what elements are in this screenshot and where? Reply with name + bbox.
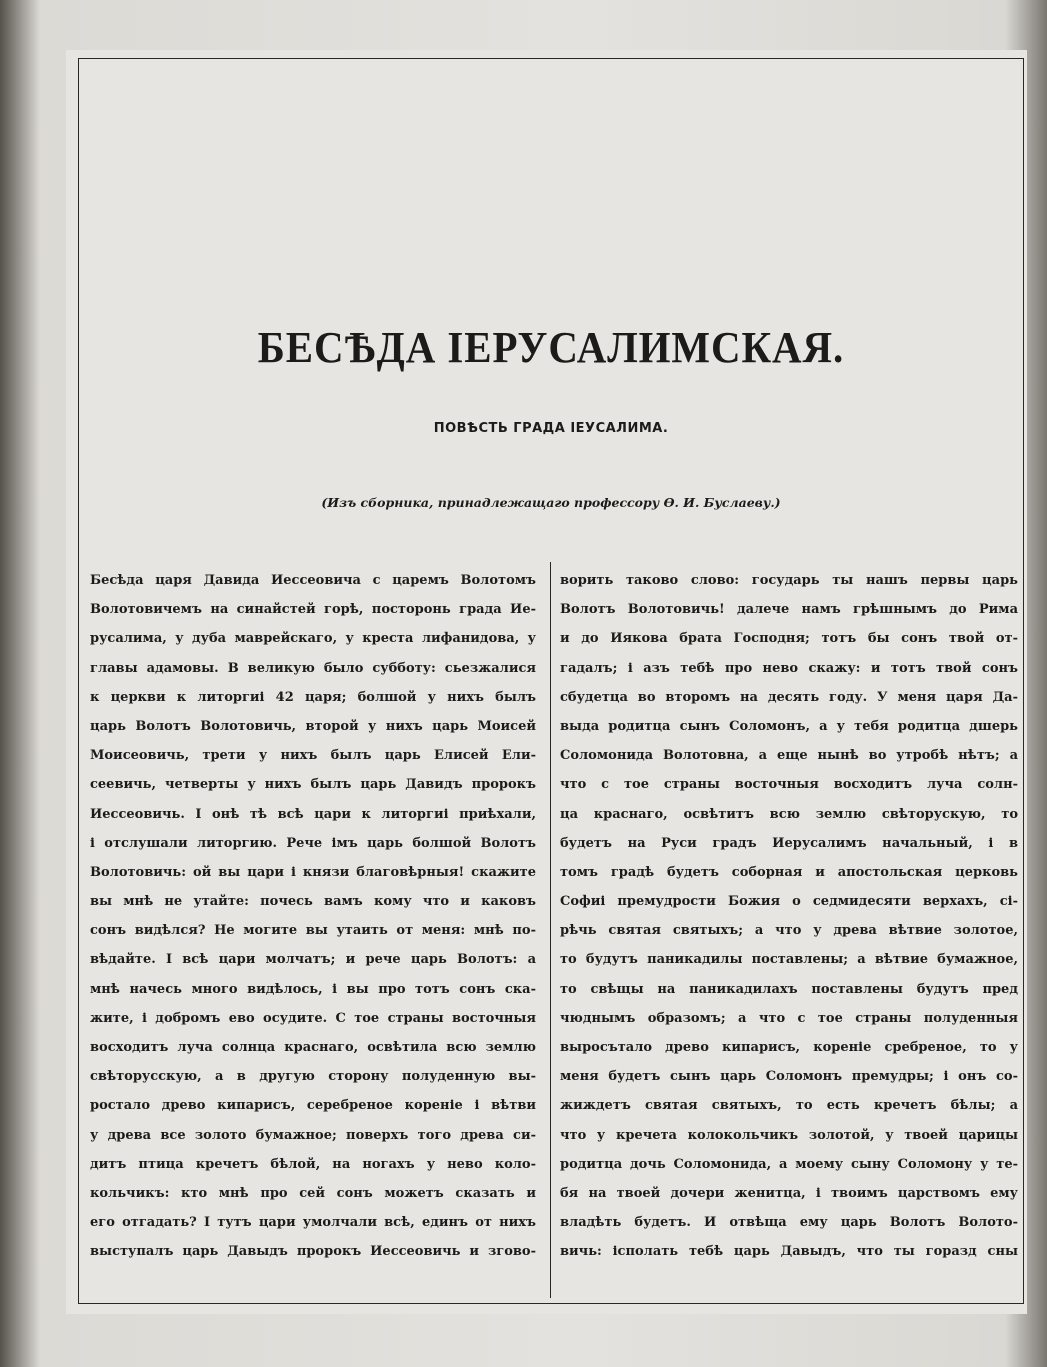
text-line: вѣдайте. І всѣ цари молчатъ; и рече царь Волотъ: а bbox=[90, 952, 536, 968]
text-line: царь Волотъ Волотовичь, второй у нихъ царь Моисей bbox=[90, 718, 536, 734]
text-line: Волотовичь: ой вы цари і князи благовѣрныя! скажите bbox=[90, 864, 536, 880]
text-line: восходитъ луча солнца краснаго, освѣтила всю землю bbox=[90, 1040, 536, 1055]
text-line: его отгадать? І тутъ цари умолчали всѣ, единъ от нихъ bbox=[90, 1215, 536, 1231]
text-line: выросътало древо кипарисъ, кореніе сребреное, то у bbox=[560, 1040, 1018, 1055]
text-line: Волотовичемъ на синайстей горѣ, посторонь града Ие- bbox=[90, 602, 536, 618]
text-column-right bbox=[560, 566, 1018, 1267]
text-line: выступалъ царь Давыдъ пророкъ Иессеовичь и згово- bbox=[90, 1244, 536, 1260]
text-line: Соломонида Волотовна, а еще нынѣ во утробѣ нѣтъ; а bbox=[560, 748, 1018, 764]
text-line: рѣчь святая святыхъ; а что у древа вѣтвие золотое, bbox=[560, 923, 1018, 939]
text-line: выда родитца сынъ Соломонъ, а у тебя родитца дшерь bbox=[560, 718, 1018, 734]
text-line: бя на твоей дочери женитца, і твоимъ царствомъ ему bbox=[560, 1185, 1018, 1201]
text-line: Моисеовичь, трети у нихъ былъ царь Елисей Ели- bbox=[90, 748, 536, 764]
text-line: вичь: ісполать тебѣ царь Давыдъ, что ты горазд сны bbox=[560, 1244, 1018, 1260]
text-line: Волотъ Волотовичь! далече намъ грѣшнымъ до Рима bbox=[560, 602, 1018, 618]
source-note: (Изъ сборника, принадлежащаго профессору Ѳ. И. Буслаеву.) bbox=[321, 495, 781, 510]
text-line: что с тое страны восточныя восходитъ луча солн- bbox=[560, 777, 1018, 793]
text-line: Бесѣда царя Давида Иессеовича с царемъ Волотомъ bbox=[90, 573, 536, 588]
text-line: вы мнѣ не утайте: почесь вамъ кому что и каковъ bbox=[90, 894, 536, 910]
text-line: свѣторусскую, а в другую сторону полуденную вы- bbox=[90, 1069, 536, 1085]
text-line: ростало древо кипарисъ, серебреное кореніе і вѣтви bbox=[90, 1098, 536, 1114]
text-line: главы адамовы. В великую было субботу: сьезжалися bbox=[90, 660, 536, 676]
text-line: сеевичь, четверты у нихъ былъ царь Давидъ пророкъ bbox=[90, 777, 536, 793]
text-column-left bbox=[90, 566, 536, 1267]
text-line: дитъ птица кречетъ бѣлой, на ногахъ у нево коло- bbox=[90, 1156, 536, 1172]
text-line: кольчикъ: кто мнѣ про сей сонъ можетъ сказать и bbox=[90, 1185, 536, 1201]
text-line: родитца дочь Соломонида, а моему сыну Соломону у те- bbox=[560, 1156, 1018, 1172]
text-line: томъ градѣ будетъ соборная и апостольская церковь bbox=[560, 864, 1018, 880]
text-line: мнѣ начесь много видѣлось, і вы про тотъ сонъ ска- bbox=[90, 981, 536, 997]
text-line: владѣть будетъ. И отвѣща ему царь Волотъ Волото- bbox=[560, 1215, 1018, 1231]
text-line: у древа все золото бумажное; поверхъ того древа си- bbox=[90, 1127, 536, 1143]
text-line: что у кречета колокольчикъ золотой, у твоей царицы bbox=[560, 1127, 1018, 1143]
text-line: жите, і добромъ ево осудите. С тое страны восточныя bbox=[90, 1010, 536, 1026]
text-line: ца краснаго, освѣтитъ всю землю свѣторускую, то bbox=[560, 806, 1018, 822]
text-line: Софиі премудрости Божия о седмидесяти верхахъ, сі- bbox=[560, 894, 1018, 910]
text-line: будетъ на Руси градъ Иерусалимъ начальный, і в bbox=[560, 835, 1018, 851]
text-line: сонъ видѣлся? Не могите вы утаить от меня: мнѣ по- bbox=[90, 923, 536, 939]
text-line: сбудетца во второмъ на десять году. У меня царя Да- bbox=[560, 689, 1018, 705]
page-subtitle: ПОВѢСТЬ ГРАДА ІЕУСАЛИМА. bbox=[433, 421, 669, 436]
page-title: БЕСѢДА ІЕРУСАЛИМСКАЯ. bbox=[257, 323, 845, 372]
text-line: и до Иякова брата Господня; тотъ бы сонъ твой от- bbox=[560, 631, 1018, 647]
text-line: жиждетъ святая святыхъ, то есть кречетъ бѣлы; а bbox=[560, 1098, 1018, 1114]
text-line: то свѣщы на паникадилахъ поставлены будутъ пред bbox=[560, 981, 1018, 997]
text-line: Иессеовичь. І онѣ тѣ всѣ цари к литоргиі приѣхали, bbox=[90, 806, 536, 822]
text-line: чюднымъ образомъ; а что с тое страны полуденныя bbox=[560, 1010, 1018, 1026]
text-line: то будутъ паникадилы поставлены; а вѣтвие бумажное, bbox=[560, 952, 1018, 968]
text-line: ворить таково слово: государь ты нашъ первы царь bbox=[560, 573, 1018, 588]
text-line: меня будетъ сынъ царь Соломонъ премудры; і онъ со- bbox=[560, 1069, 1018, 1085]
text-line: гадалъ; і азъ тебѣ про нево скажу: и тотъ твой сонъ bbox=[560, 660, 1018, 676]
column-divider bbox=[550, 562, 551, 1298]
text-line: русалима, у дуба маврейскаго, у креста лифанидова, у bbox=[90, 631, 536, 647]
text-line: і отслушали литоргию. Рече імъ царь болшой Волотъ bbox=[90, 835, 536, 851]
text-line: к церкви к литоргиі 42 царя; болшой у нихъ былъ bbox=[90, 689, 536, 705]
